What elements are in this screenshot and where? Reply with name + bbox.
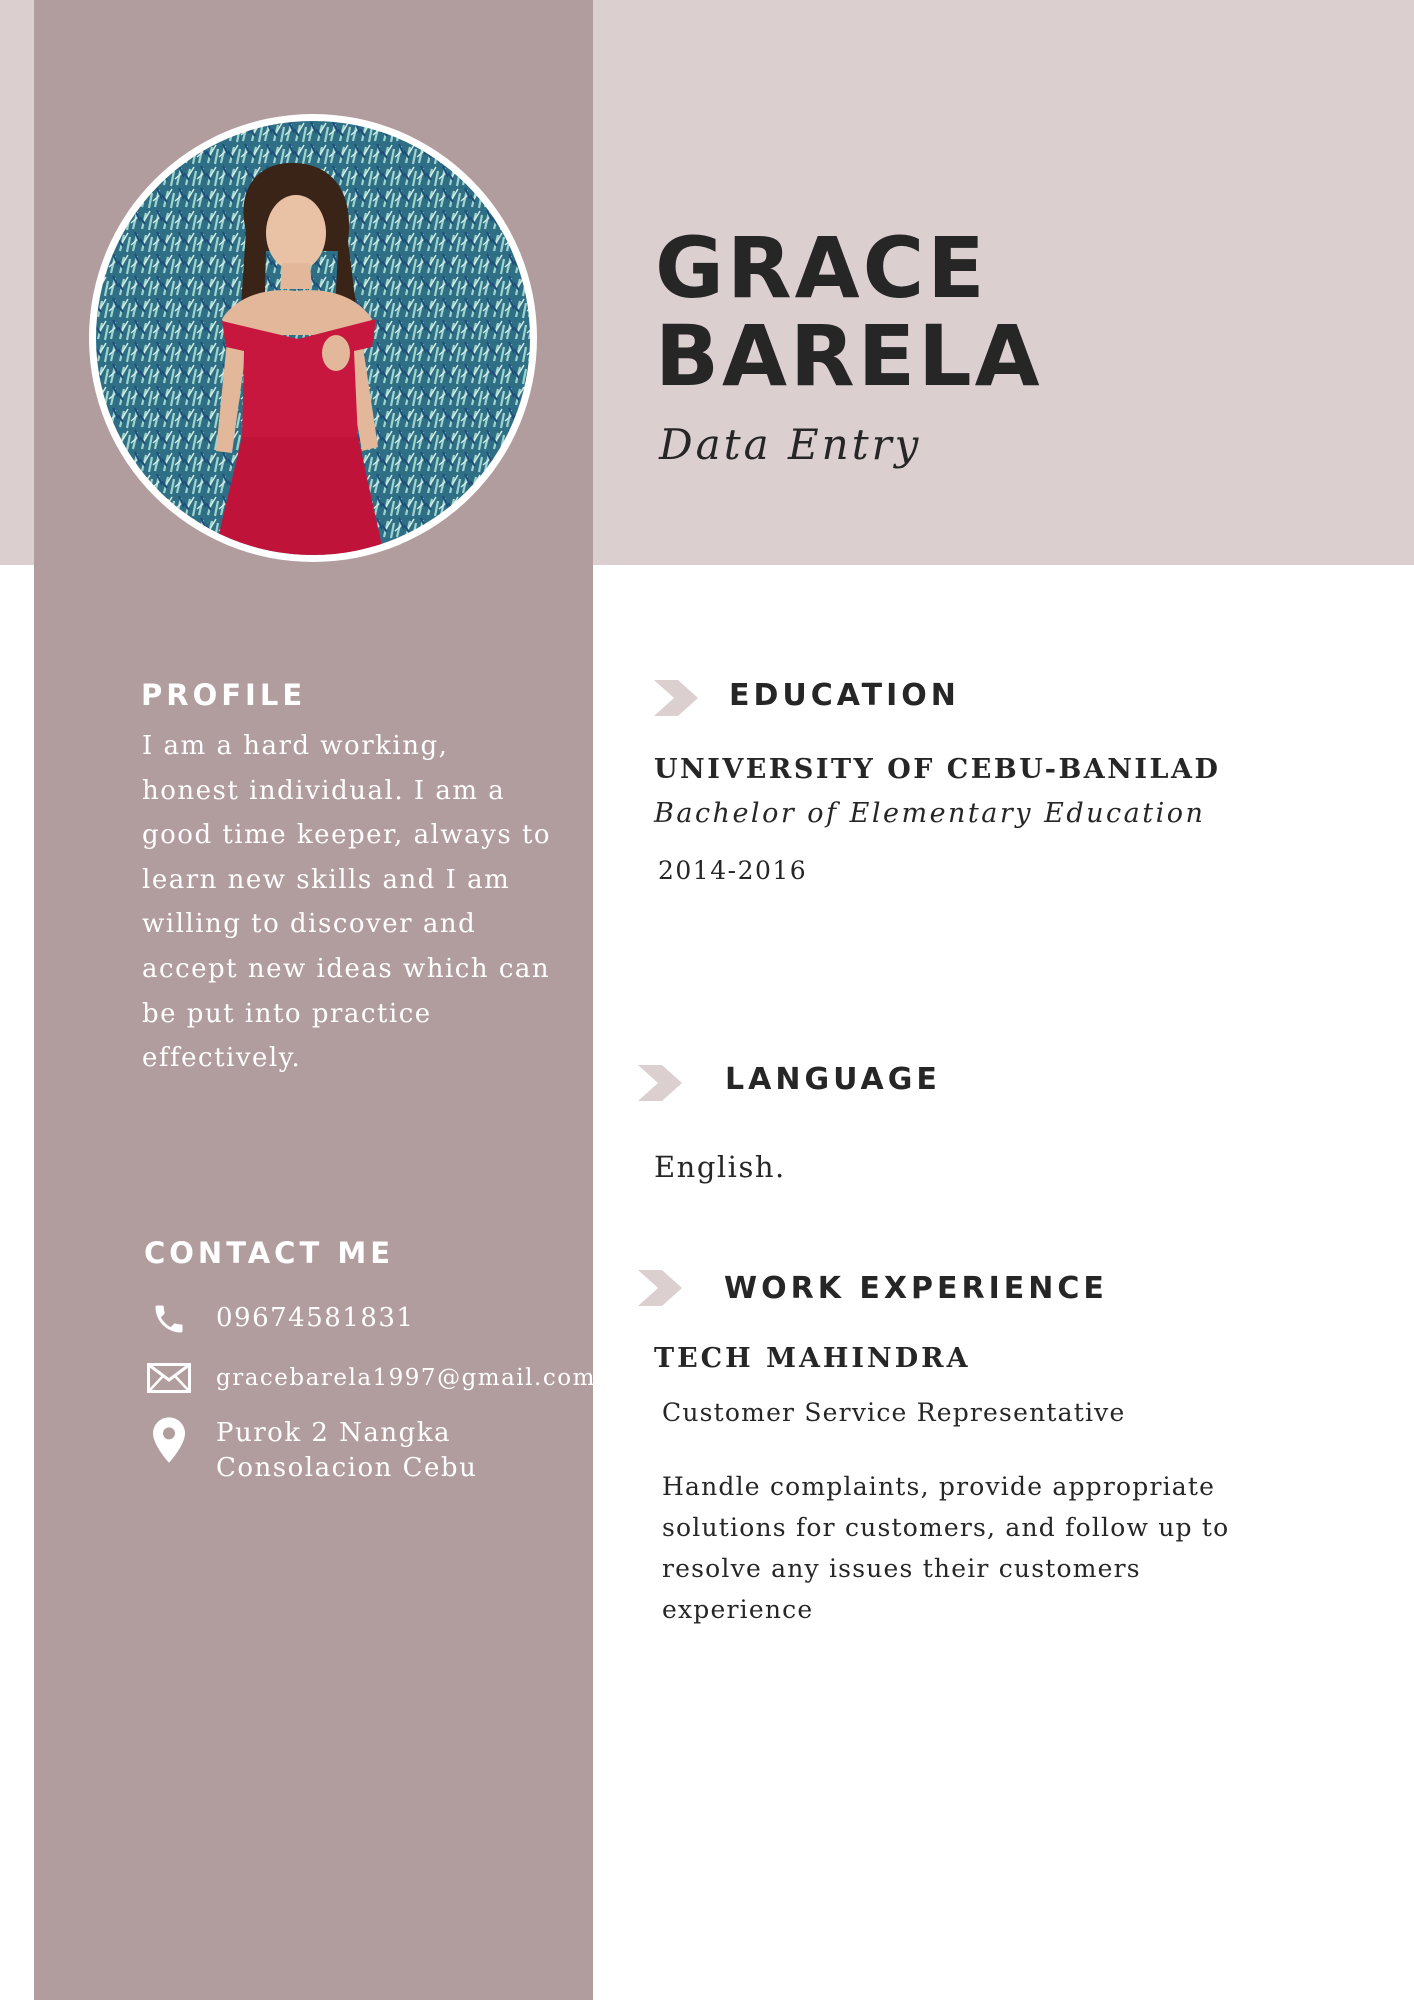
profile-photo-image	[96, 121, 530, 555]
job-title: Data Entry	[659, 420, 922, 469]
language-text: English.	[654, 1150, 786, 1184]
full-name	[655, 219, 1043, 405]
education-institution: UNIVERSITY OF CEBU-BANILAD	[654, 754, 1221, 785]
phone-number: 09674581831	[216, 1303, 415, 1333]
phone-icon	[146, 1298, 192, 1340]
work-company: TECH MAHINDRA	[654, 1343, 971, 1374]
contact-phone	[146, 1298, 414, 1340]
email-address: gracebarela1997@gmail.com	[216, 1365, 596, 1391]
location-pin-icon	[146, 1416, 192, 1464]
envelope-icon	[146, 1357, 192, 1399]
contact-heading: CONTACT ME	[144, 1236, 395, 1270]
education-years: 2014-2016	[658, 856, 808, 885]
language-heading: LANGUAGE	[725, 1062, 941, 1097]
address-line-2: Consolacion Cebu	[216, 1453, 478, 1483]
education-degree: Bachelor of Elementary Education	[654, 798, 1206, 829]
work-role: Customer Service Representative	[662, 1398, 1126, 1427]
address-line-1: Purok 2 Nangka	[216, 1418, 452, 1448]
profile-heading: PROFILE	[141, 678, 307, 712]
education-heading: EDUCATION	[729, 678, 960, 713]
contact-email	[146, 1357, 596, 1399]
work-chevron-icon	[638, 1270, 682, 1306]
language-chevron-icon	[638, 1065, 682, 1101]
profile-text: I am a hard working, honest individual. I am a good time keeper, always to learn new skills and I am willing to discover and accept new ideas which can be put into practice effectively.	[142, 731, 552, 1074]
last-name: BARELA	[655, 307, 1043, 405]
profile-photo	[89, 114, 537, 562]
first-name: GRACE	[655, 219, 988, 317]
work-description: Handle complaints, provide appropriate solutions for customers, and follow up to resolve any issues their customers experience	[662, 1472, 1230, 1624]
education-chevron-icon	[654, 680, 698, 716]
contact-address	[146, 1416, 477, 1486]
work-heading: WORK EXPERIENCE	[724, 1271, 1108, 1306]
